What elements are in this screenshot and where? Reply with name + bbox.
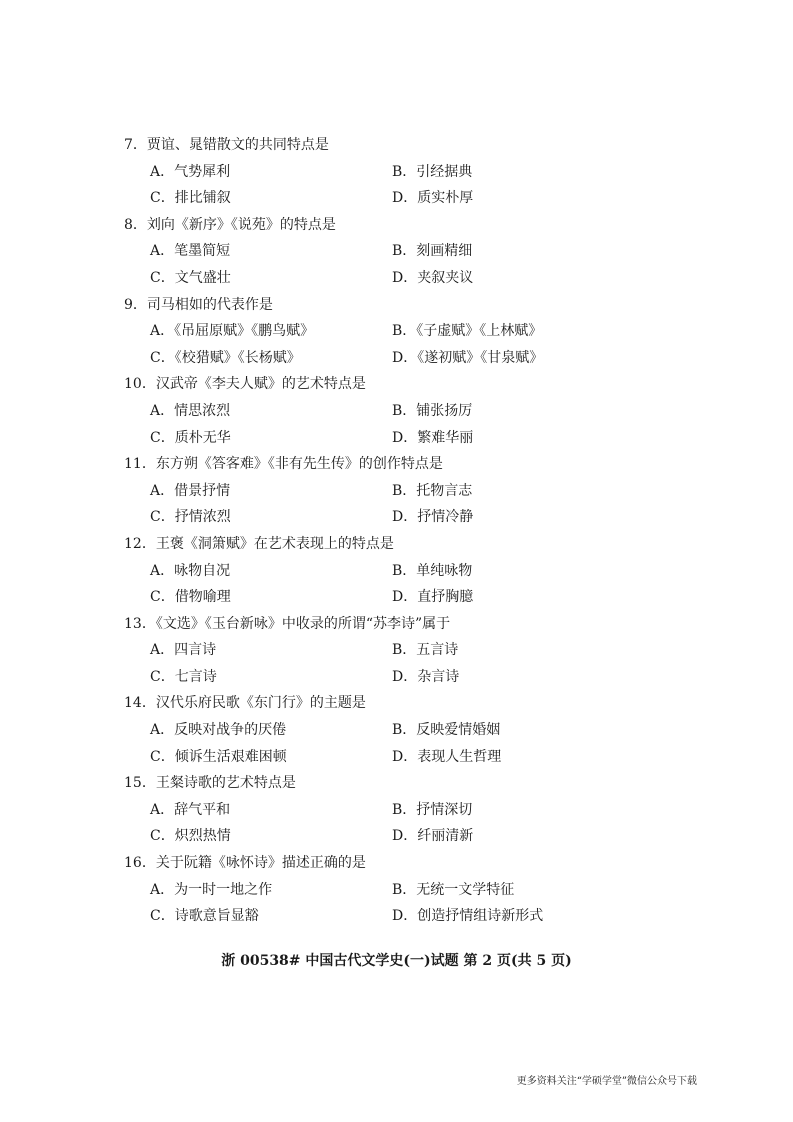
question-stem: 16．关于阮籍《咏怀诗》描述正确的是 [124, 855, 366, 872]
option-c: C．文气盛壮 [150, 269, 231, 286]
option-a: A．笔墨简短 [150, 243, 231, 260]
question-8 [124, 212, 684, 292]
question-stem: 13．《文选》《玉台新咏》中收录的所谓“苏李诗”属于 [124, 615, 451, 632]
option-d: D．抒情冷静 [392, 509, 474, 526]
option-row [124, 797, 684, 824]
option-row [124, 584, 684, 611]
option-b: B．单纯咏物 [392, 562, 473, 579]
option-d: D．夹叙夹议 [392, 269, 474, 286]
option-d: D．《遂初赋》《甘泉赋》 [392, 349, 544, 366]
option-a: A．为一时一地之作 [150, 881, 273, 898]
option-d: D．杂言诗 [392, 668, 460, 685]
option-a: A．四言诗 [150, 642, 217, 659]
option-row [124, 159, 684, 186]
question-stem: 7．贾谊、晁错散文的共同特点是 [124, 137, 329, 153]
question-10 [124, 371, 684, 451]
option-row [124, 238, 684, 265]
question-stem: 8．刘向《新序》《说苑》的特点是 [124, 216, 336, 233]
option-b: B．托物言志 [392, 482, 473, 499]
option-a: A．《吊屈原赋》《鹏鸟赋》 [150, 323, 315, 340]
option-row [124, 265, 684, 292]
option-c: C．诗歌意旨显豁 [150, 908, 259, 925]
option-d: D．表现人生哲理 [392, 748, 502, 765]
question-stem: 14．汉代乐府民歌《东门行》的主题是 [124, 695, 366, 712]
question-stem: 10．汉武帝《李夫人赋》的艺术特点是 [124, 376, 366, 393]
option-c: C．炽烈热情 [150, 828, 231, 845]
option-c: C．借物喻理 [150, 589, 231, 606]
option-row [124, 425, 684, 452]
option-b: B．引经据典 [392, 163, 473, 180]
option-row [124, 478, 684, 505]
question-7 [124, 132, 684, 212]
option-b: B．铺张扬厉 [392, 402, 473, 419]
question-stem: 11．东方朔《答客难》《非有先生传》的创作特点是 [124, 456, 443, 473]
question-stem: 15．王粲诗歌的艺术特点是 [124, 775, 296, 792]
option-b: B．《子虚赋》《上林赋》 [392, 323, 543, 340]
question-12 [124, 531, 684, 611]
option-a: A．反映对战争的厌倦 [150, 722, 287, 739]
option-c: C．质朴无华 [150, 429, 231, 446]
option-row [124, 637, 684, 664]
option-row [124, 318, 684, 345]
option-c: C．《校猎赋》《长杨赋》 [150, 349, 301, 366]
option-c: C．排比铺叙 [150, 190, 231, 207]
option-b: B．刻画精细 [392, 243, 473, 260]
option-row [124, 823, 684, 850]
question-14 [124, 690, 684, 770]
question-9 [124, 292, 684, 372]
option-row [124, 664, 684, 691]
option-c: C．七言诗 [150, 668, 217, 685]
option-a: A．气势犀利 [150, 163, 231, 180]
question-16 [124, 850, 684, 930]
option-b: B．抒情深切 [392, 801, 473, 818]
option-row [124, 345, 684, 372]
option-b: B．无统一文学特征 [392, 881, 515, 898]
question-11 [124, 451, 684, 531]
page-footer: 浙 00538# 中国古代文学史(一)试题 第 2 页(共 5 页) [221, 953, 572, 969]
option-row [124, 717, 684, 744]
option-row [124, 877, 684, 904]
download-notice: 更多资料关注“学硕学堂”微信公众号下载 [516, 1076, 697, 1087]
question-15 [124, 770, 684, 850]
option-a: A．咏物自况 [150, 562, 231, 579]
option-a: A．辞气平和 [150, 801, 231, 818]
option-d: D．创造抒情组诗新形式 [392, 908, 544, 925]
option-row [124, 558, 684, 585]
option-b: B．五言诗 [392, 642, 459, 659]
option-b: B．反映爱情婚姻 [392, 722, 501, 739]
question-list [124, 132, 684, 930]
option-d: D．繁难华丽 [392, 429, 474, 446]
option-d: D．直抒胸臆 [392, 589, 474, 606]
option-c: C．倾诉生活艰难困顿 [150, 748, 287, 765]
option-row [124, 185, 684, 212]
option-d: D．质实朴厚 [392, 190, 474, 207]
option-c: C．抒情浓烈 [150, 509, 231, 526]
option-row [124, 504, 684, 531]
question-13 [124, 611, 684, 691]
option-a: A．情思浓烈 [150, 402, 231, 419]
option-a: A．借景抒情 [150, 482, 231, 499]
question-stem: 9．司马相如的代表作是 [124, 296, 273, 313]
option-d: D．纤丽清新 [392, 828, 474, 845]
option-row [124, 903, 684, 930]
option-row [124, 398, 684, 425]
question-stem: 12．王褒《洞箫赋》在艺术表现上的特点是 [124, 535, 394, 552]
option-row [124, 744, 684, 771]
